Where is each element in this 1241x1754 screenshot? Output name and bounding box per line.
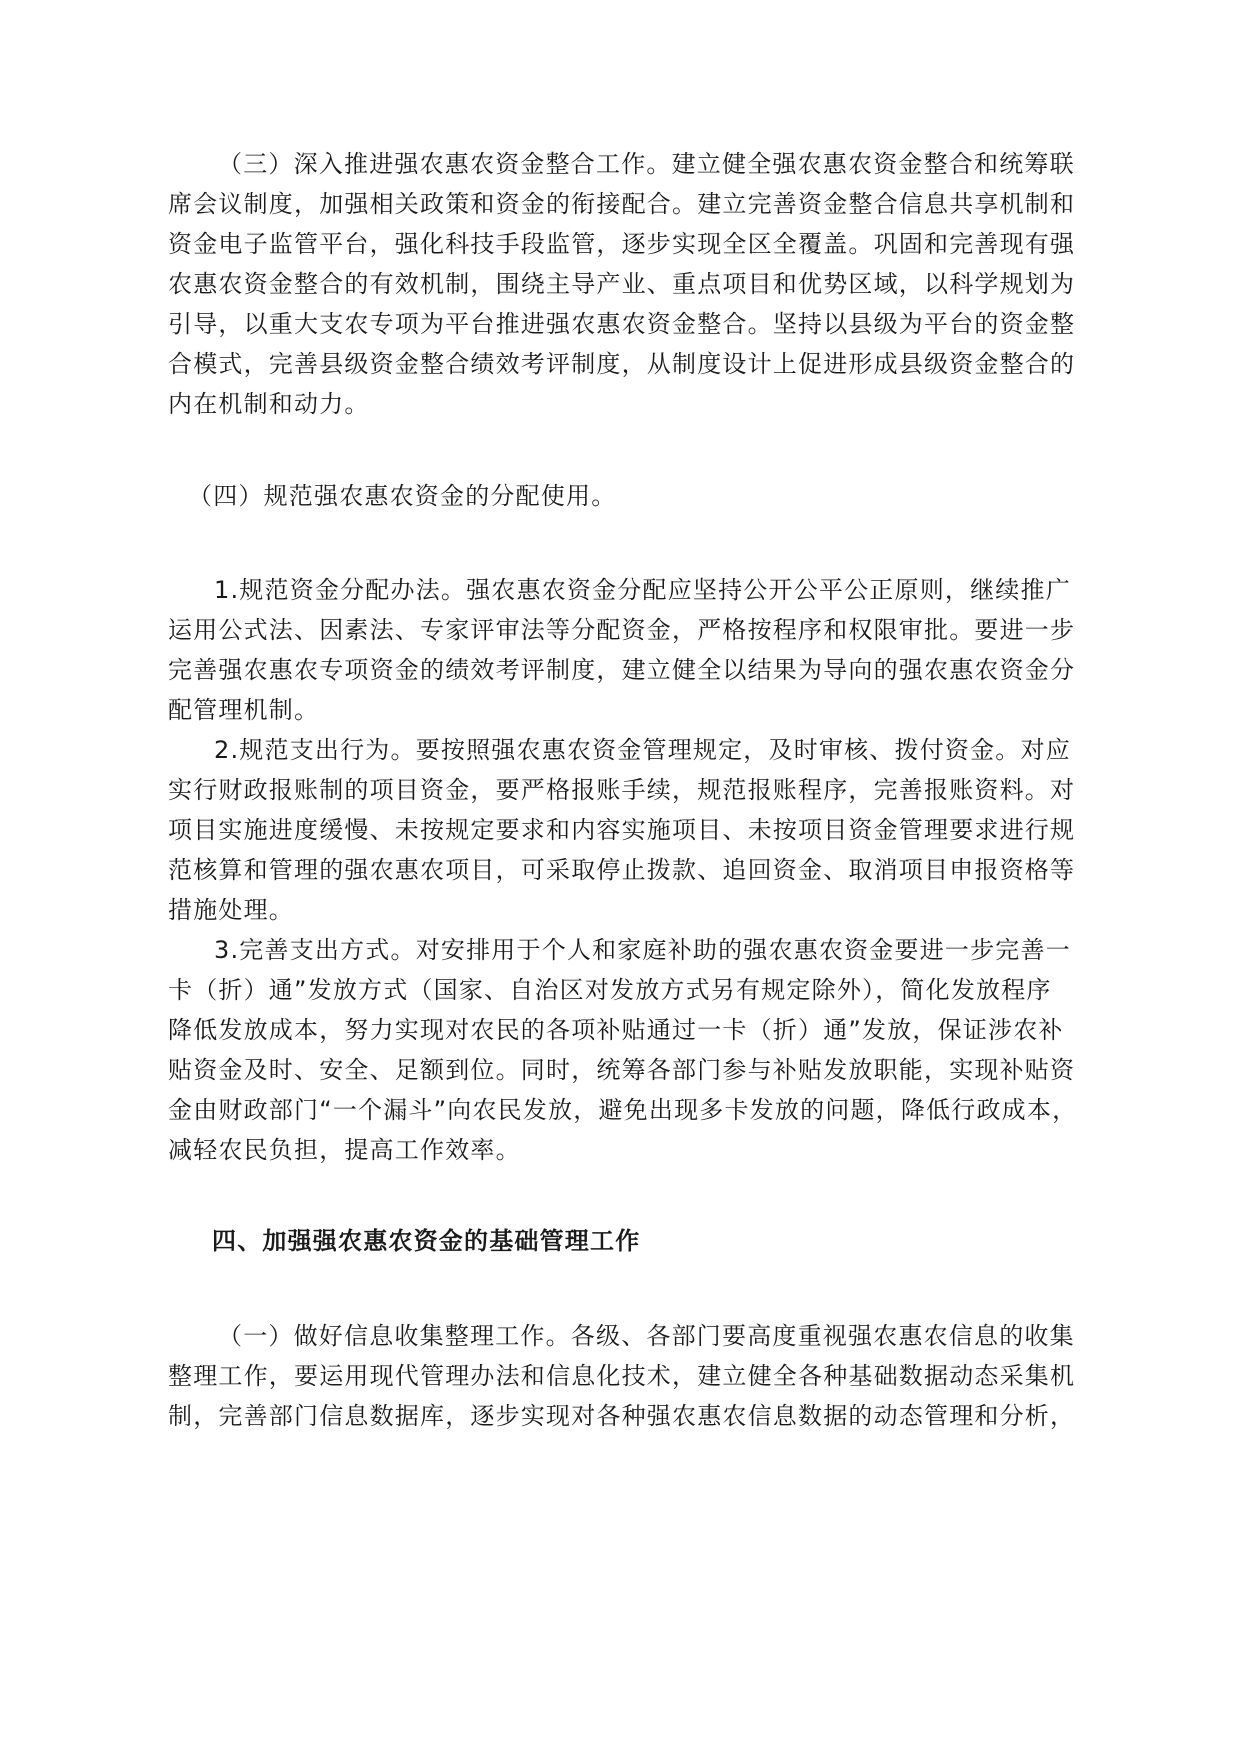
paragraph-line: 3.完善支出方式。对安排用于个人和家庭补助的强农惠农资金要进一步完善一 — [214, 936, 1071, 964]
paragraph-line: 项目实施进度缓慢、未按规定要求和内容实施项目、未按项目资金管理要求进行规 — [168, 816, 1076, 844]
paragraph-line: 资金电子监管平台，强化科技手段监管，逐步实现全区全覆盖。巩固和完善现有强 — [168, 230, 1076, 258]
paragraph-line: 整理工作，要运用现代管理办法和信息化技术，建立健全各种基础数据动态采集机 — [168, 1362, 1076, 1390]
paragraph-line: 措施处理。 — [168, 896, 294, 924]
paragraph-line: （一）做好信息收集整理工作。各级、各部门要高度重视强农惠农信息的收集 — [218, 1322, 1075, 1350]
paragraph-line: 减轻农民负担，提高工作效率。 — [168, 1136, 521, 1164]
paragraph-line: 引导，以重大支农专项为平台推进强农惠农资金整合。坚持以县级为平台的资金整 — [168, 310, 1076, 338]
paragraph-line: 制，完善部门信息数据库，逐步实现对各种强农惠农信息数据的动态管理和分析， — [168, 1402, 1076, 1430]
paragraph-line: （三）深入推进强农惠农资金整合工作。建立健全强农惠农资金整合和统筹联 — [218, 150, 1075, 178]
paragraph-line: 贴资金及时、安全、足额到位。同时，统筹各部门参与补贴发放职能，实现补贴资 — [168, 1056, 1076, 1084]
paragraph-line: 内在机制和动力。 — [168, 390, 370, 418]
paragraph-line: 实行财政报账制的项目资金，要严格报账手续，规范报账程序，完善报账资料。对 — [168, 776, 1076, 804]
section-heading: 四、加强强农惠农资金的基础管理工作 — [212, 1227, 641, 1255]
paragraph-line: 降低发放成本，努力实现对农民的各项补贴通过一卡（折）通”发放，保证涉农补 — [168, 1016, 1064, 1044]
paragraph-line: 卡（折）通”发放方式（国家、自治区对发放方式另有规定除外），简化发放程序 — [168, 976, 1052, 1004]
paragraph-line: 农惠农资金整合的有效机制，围绕主导产业、重点项目和优势区域，以科学规划为 — [168, 270, 1076, 298]
paragraph-line: 2.规范支出行为。要按照强农惠农资金管理规定，及时审核、拨付资金。对应 — [214, 736, 1071, 764]
paragraph-line: 完善强农惠农专项资金的绩效考评制度，建立健全以结果为导向的强农惠农资金分 — [168, 656, 1076, 684]
paragraph-line: 合模式，完善县级资金整合绩效考评制度，从制度设计上促进形成县级资金整合的 — [168, 350, 1076, 378]
paragraph-line: 范核算和管理的强农惠农项目，可采取停止拨款、追回资金、取消项目申报资格等 — [168, 856, 1076, 884]
paragraph-line: 配管理机制。 — [168, 696, 320, 724]
paragraph-line: 金由财政部门“一个漏斗”向农民发放，避免出现多卡发放的问题，降低行政成本， — [168, 1096, 1078, 1124]
paragraph-line: 席会议制度，加强相关政策和资金的衔接配合。建立完善资金整合信息共享机制和 — [168, 190, 1076, 218]
paragraph-line: 运用公式法、因素法、专家评审法等分配资金，严格按程序和权限审批。要进一步 — [168, 616, 1076, 644]
paragraph-line: 1.规范资金分配办法。强农惠农资金分配应坚持公开公平公正原则，继续推广 — [214, 576, 1071, 604]
section-4-title: （四）规范强农惠农资金的分配使用。 — [188, 482, 617, 510]
